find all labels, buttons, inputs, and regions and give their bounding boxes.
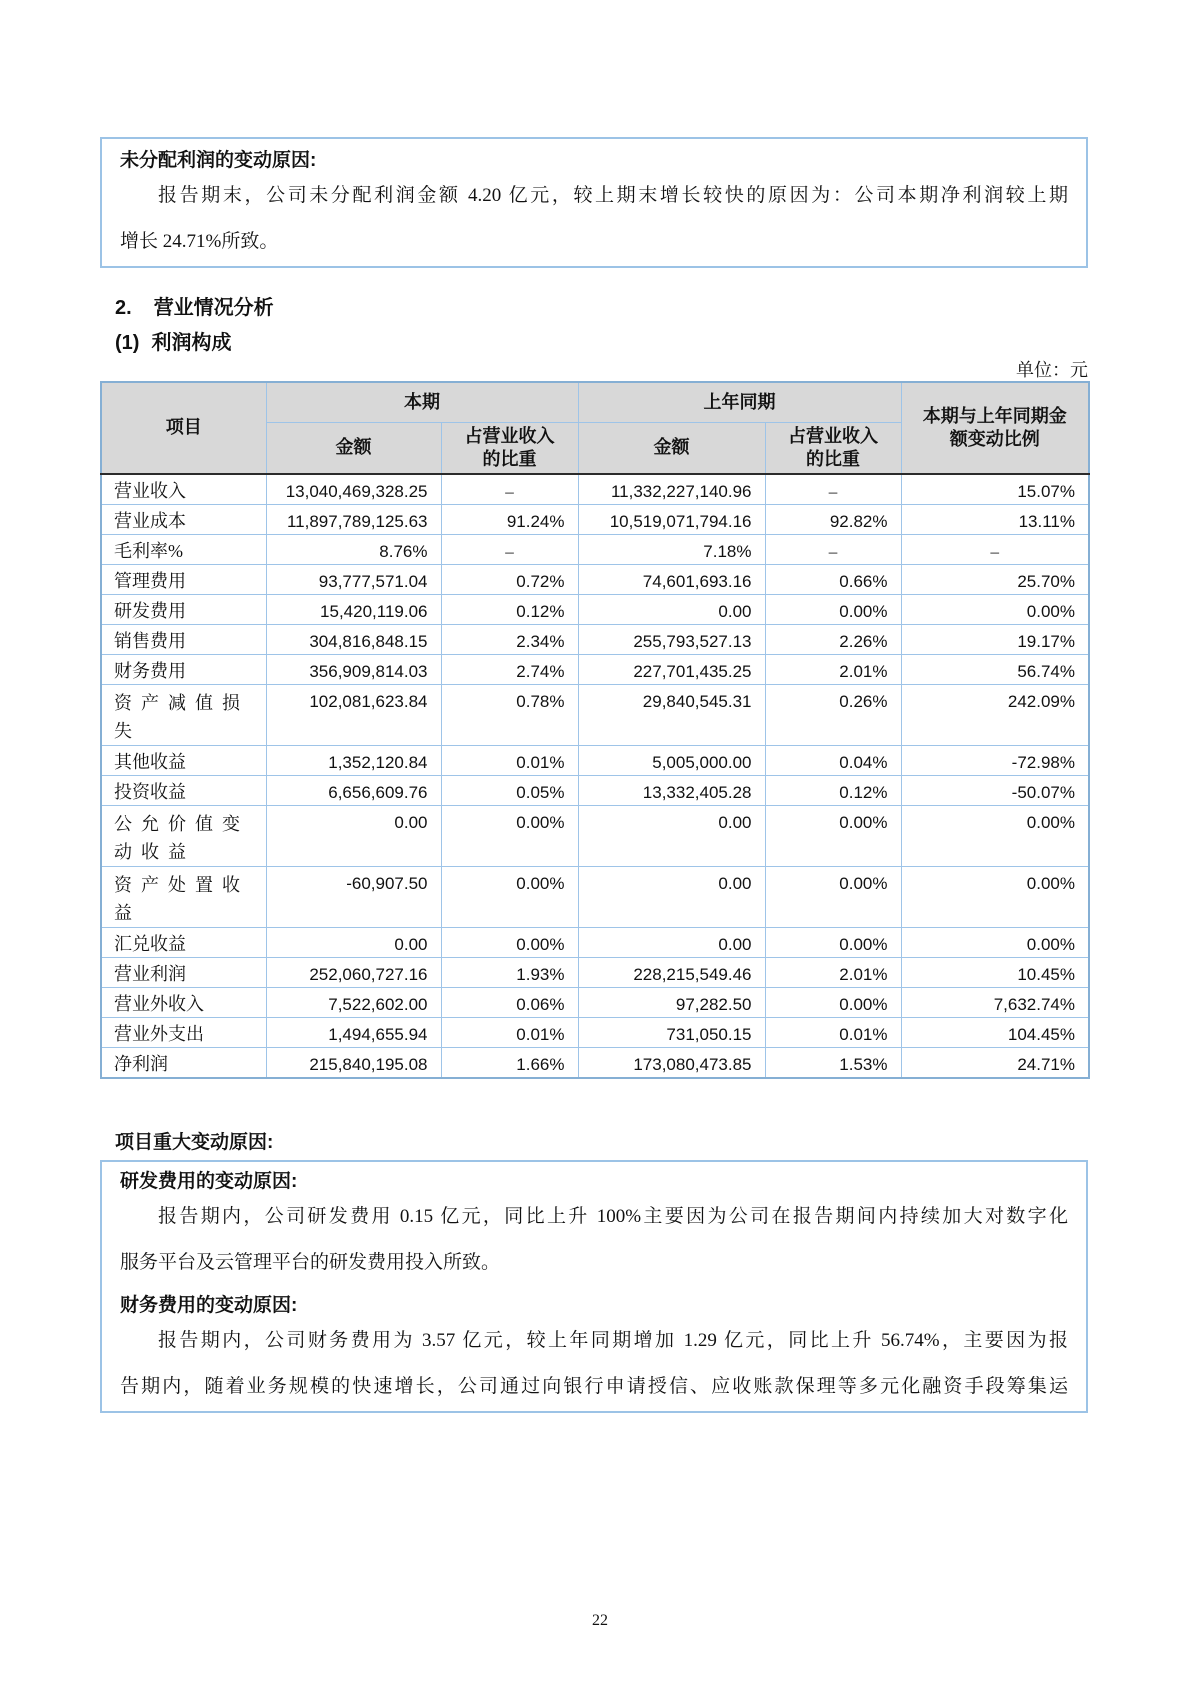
- cell-change: -72.98%: [901, 745, 1089, 775]
- cell-pri-amt: 11,332,227,140.96: [578, 474, 765, 505]
- table-row: [101, 987, 1089, 1017]
- cell-pri-amt: 29,840,545.31: [578, 684, 765, 745]
- cell-pri-amt: 0.00: [578, 866, 765, 927]
- cell-cur-pct: 0.05%: [441, 775, 578, 805]
- cell-pri-pct: 92.82%: [765, 504, 901, 534]
- cell-pri-pct: 0.00%: [765, 594, 901, 624]
- cell-cur-pct: 0.00%: [441, 866, 578, 927]
- header-change-line1: 本期与上年同期金: [922, 405, 1067, 426]
- cell-cur-pct: –: [441, 534, 578, 564]
- cell-pri-amt: 7.18%: [578, 534, 765, 564]
- table-row: [101, 624, 1089, 654]
- cell-cur-pct: 0.06%: [441, 987, 578, 1017]
- cell-pri-amt: 0.00: [578, 594, 765, 624]
- table-row: [101, 564, 1089, 594]
- cell-pri-pct: 0.12%: [765, 775, 901, 805]
- header-item: 项目: [101, 382, 266, 474]
- cell-pri-amt: 227,701,435.25: [578, 654, 765, 684]
- cell-pri-pct: 0.01%: [765, 1017, 901, 1047]
- cell-item: 资产减值损失: [101, 684, 266, 745]
- undistributed-profit-box: [100, 137, 1088, 268]
- cell-cur-amt: -60,907.50: [266, 866, 441, 927]
- cell-cur-pct: 2.74%: [441, 654, 578, 684]
- cell-pri-pct: –: [765, 534, 901, 564]
- cell-pri-pct: 2.01%: [765, 654, 901, 684]
- cell-cur-pct: 0.00%: [441, 927, 578, 957]
- cell-item: 营业收入: [101, 474, 266, 505]
- cell-cur-pct: 0.72%: [441, 564, 578, 594]
- cell-cur-pct: 0.78%: [441, 684, 578, 745]
- cell-change: 24.71%: [901, 1047, 1089, 1078]
- table-row: [101, 745, 1089, 775]
- cell-item: 研发费用: [101, 594, 266, 624]
- section-title: 营业情况分析: [153, 297, 274, 319]
- cell-change: 0.00%: [901, 805, 1089, 866]
- cell-pri-pct: 0.26%: [765, 684, 901, 745]
- table-row: [101, 927, 1089, 957]
- cell-item: 营业成本: [101, 504, 266, 534]
- cell-change: –: [901, 534, 1089, 564]
- table-row: [101, 504, 1089, 534]
- cell-cur-pct: 1.93%: [441, 957, 578, 987]
- cell-pri-pct: 2.01%: [765, 957, 901, 987]
- cell-cur-pct: 0.01%: [441, 1017, 578, 1047]
- table-row: [101, 1017, 1089, 1047]
- cell-pri-amt: 97,282.50: [578, 987, 765, 1017]
- cell-pri-amt: 74,601,693.16: [578, 564, 765, 594]
- cell-item: 财务费用: [101, 654, 266, 684]
- cell-pri-pct: 0.66%: [765, 564, 901, 594]
- table-row: [101, 474, 1089, 505]
- page-number: 22: [592, 1612, 608, 1629]
- subsection-heading: [100, 331, 1103, 355]
- cell-cur-amt: 1,352,120.84: [266, 745, 441, 775]
- rd-change-heading: 研发费用的变动原因:: [120, 1171, 298, 1192]
- cell-change: 242.09%: [901, 684, 1089, 745]
- cell-cur-amt: 8.76%: [266, 534, 441, 564]
- cell-item: 资产处置收益: [101, 866, 266, 927]
- paragraph-line: 增长 24.71%所致。: [120, 231, 279, 252]
- cell-pri-amt: 5,005,000.00: [578, 745, 765, 775]
- cell-cur-amt: 7,522,602.00: [266, 987, 441, 1017]
- table-row: [101, 1047, 1089, 1078]
- header-change-line2: 额变动比例: [949, 428, 1040, 449]
- table-row: [101, 957, 1089, 987]
- cell-item: 毛利率%: [101, 534, 266, 564]
- cell-pri-pct: –: [765, 474, 901, 505]
- cell-change: 25.70%: [901, 564, 1089, 594]
- cell-change: 15.07%: [901, 474, 1089, 505]
- cell-cur-amt: 93,777,571.04: [266, 564, 441, 594]
- profit-composition-table: [100, 381, 1090, 1079]
- cell-cur-pct: 2.34%: [441, 624, 578, 654]
- cell-pri-amt: 255,793,527.13: [578, 624, 765, 654]
- cell-pri-amt: 173,080,473.85: [578, 1047, 765, 1078]
- paragraph-line: 报告期末，公司未分配利润金额 4.20 亿元，较上期末增长较快的原因为：公司本期净利润较上期: [158, 185, 1068, 206]
- cell-item: 投资收益: [101, 775, 266, 805]
- cell-pri-amt: 10,519,071,794.16: [578, 504, 765, 534]
- subsection-title: 利润构成: [151, 332, 232, 354]
- cell-cur-amt: 215,840,195.08: [266, 1047, 441, 1078]
- cell-pri-amt: 13,332,405.28: [578, 775, 765, 805]
- cell-pri-pct: 0.00%: [765, 927, 901, 957]
- header-amount-current: 金额: [266, 422, 441, 474]
- cell-cur-pct: 0.01%: [441, 745, 578, 775]
- cell-cur-pct: –: [441, 474, 578, 505]
- cell-change: 7,632.74%: [901, 987, 1089, 1017]
- header-prior-period: 上年同期: [578, 382, 901, 422]
- cell-pri-pct: 0.00%: [765, 866, 901, 927]
- cell-change: 0.00%: [901, 594, 1089, 624]
- major-changes-heading: 项目重大变动原因:: [115, 1132, 274, 1153]
- cell-pri-pct: 1.53%: [765, 1047, 901, 1078]
- cell-cur-pct: 91.24%: [441, 504, 578, 534]
- cell-change: 56.74%: [901, 654, 1089, 684]
- cell-cur-amt: 13,040,469,328.25: [266, 474, 441, 505]
- cell-pri-amt: 0.00: [578, 927, 765, 957]
- cell-change: 0.00%: [901, 927, 1089, 957]
- table-row: [101, 594, 1089, 624]
- cell-item: 销售费用: [101, 624, 266, 654]
- cell-pri-pct: 0.04%: [765, 745, 901, 775]
- cell-change: 104.45%: [901, 1017, 1089, 1047]
- header-current-period: 本期: [266, 382, 578, 422]
- cell-change: 13.11%: [901, 504, 1089, 534]
- header-ratio-current: [441, 422, 578, 474]
- cell-item: 营业利润: [101, 957, 266, 987]
- cell-cur-pct: 0.12%: [441, 594, 578, 624]
- undistributed-profit-heading: 未分配利润的变动原因:: [120, 150, 317, 171]
- header-ratio-prior: [765, 422, 901, 474]
- header-change: [901, 382, 1089, 474]
- header-ratio-line2: 的比重: [806, 448, 860, 469]
- cell-cur-pct: 0.00%: [441, 805, 578, 866]
- header-ratio-line1: 占营业收入: [788, 425, 878, 446]
- cell-cur-amt: 252,060,727.16: [266, 957, 441, 987]
- cell-cur-amt: 0.00: [266, 927, 441, 957]
- section-number: 2.: [115, 297, 132, 319]
- cell-item: 营业外收入: [101, 987, 266, 1017]
- cell-cur-amt: 0.00: [266, 805, 441, 866]
- cell-pri-amt: 731,050.15: [578, 1017, 765, 1047]
- table-row: [101, 684, 1089, 745]
- subsection-number: (1): [115, 332, 140, 354]
- cell-item: 其他收益: [101, 745, 266, 775]
- major-changes-box: [100, 1160, 1088, 1413]
- cell-pri-pct: 2.26%: [765, 624, 901, 654]
- section-heading: [100, 296, 1103, 320]
- table-row: [101, 534, 1089, 564]
- fin-change-line: 报告期内，公司财务费用为 3.57 亿元，较上年同期增加 1.29 亿元，同比上升 56.74%，主要因为报: [158, 1330, 1068, 1351]
- fin-change-line: 告期内，随着业务规模的快速增长，公司通过向银行申请授信、应收账款保理等多元化融资手段筹集运: [120, 1376, 1068, 1397]
- cell-change: 10.45%: [901, 957, 1089, 987]
- cell-cur-pct: 1.66%: [441, 1047, 578, 1078]
- header-amount-prior: 金额: [578, 422, 765, 474]
- unit-label: 单位：元: [1016, 360, 1088, 380]
- table-row: [101, 654, 1089, 684]
- rd-change-line: 报告期内，公司研发费用 0.15 亿元，同比上升 100%主要因为公司在报告期间内持续加大对数字化: [158, 1206, 1068, 1227]
- cell-change: 0.00%: [901, 866, 1089, 927]
- cell-item: 公允价值变动收益: [101, 805, 266, 866]
- table-row: [101, 775, 1089, 805]
- cell-change: 19.17%: [901, 624, 1089, 654]
- cell-item: 管理费用: [101, 564, 266, 594]
- cell-item: 汇兑收益: [101, 927, 266, 957]
- cell-item: 营业外支出: [101, 1017, 266, 1047]
- fin-change-heading: 财务费用的变动原因:: [120, 1295, 298, 1316]
- cell-item: 净利润: [101, 1047, 266, 1078]
- header-ratio-line1: 占营业收入: [464, 425, 555, 446]
- cell-pri-amt: 228,215,549.46: [578, 957, 765, 987]
- cell-cur-amt: 102,081,623.84: [266, 684, 441, 745]
- rd-change-line: 服务平台及云管理平台的研发费用投入所致。: [120, 1252, 501, 1273]
- cell-pri-pct: 0.00%: [765, 987, 901, 1017]
- cell-cur-amt: 15,420,119.06: [266, 594, 441, 624]
- cell-cur-amt: 304,816,848.15: [266, 624, 441, 654]
- profit-table-body: [101, 474, 1089, 1078]
- cell-pri-amt: 0.00: [578, 805, 765, 866]
- cell-cur-amt: 6,656,609.76: [266, 775, 441, 805]
- cell-pri-pct: 0.00%: [765, 805, 901, 866]
- header-ratio-line2: 的比重: [482, 448, 537, 469]
- table-row: [101, 805, 1089, 866]
- cell-cur-amt: 11,897,789,125.63: [266, 504, 441, 534]
- cell-cur-amt: 1,494,655.94: [266, 1017, 441, 1047]
- cell-cur-amt: 356,909,814.03: [266, 654, 441, 684]
- cell-change: -50.07%: [901, 775, 1089, 805]
- table-row: [101, 866, 1089, 927]
- profit-table-wrap: [100, 381, 1088, 1079]
